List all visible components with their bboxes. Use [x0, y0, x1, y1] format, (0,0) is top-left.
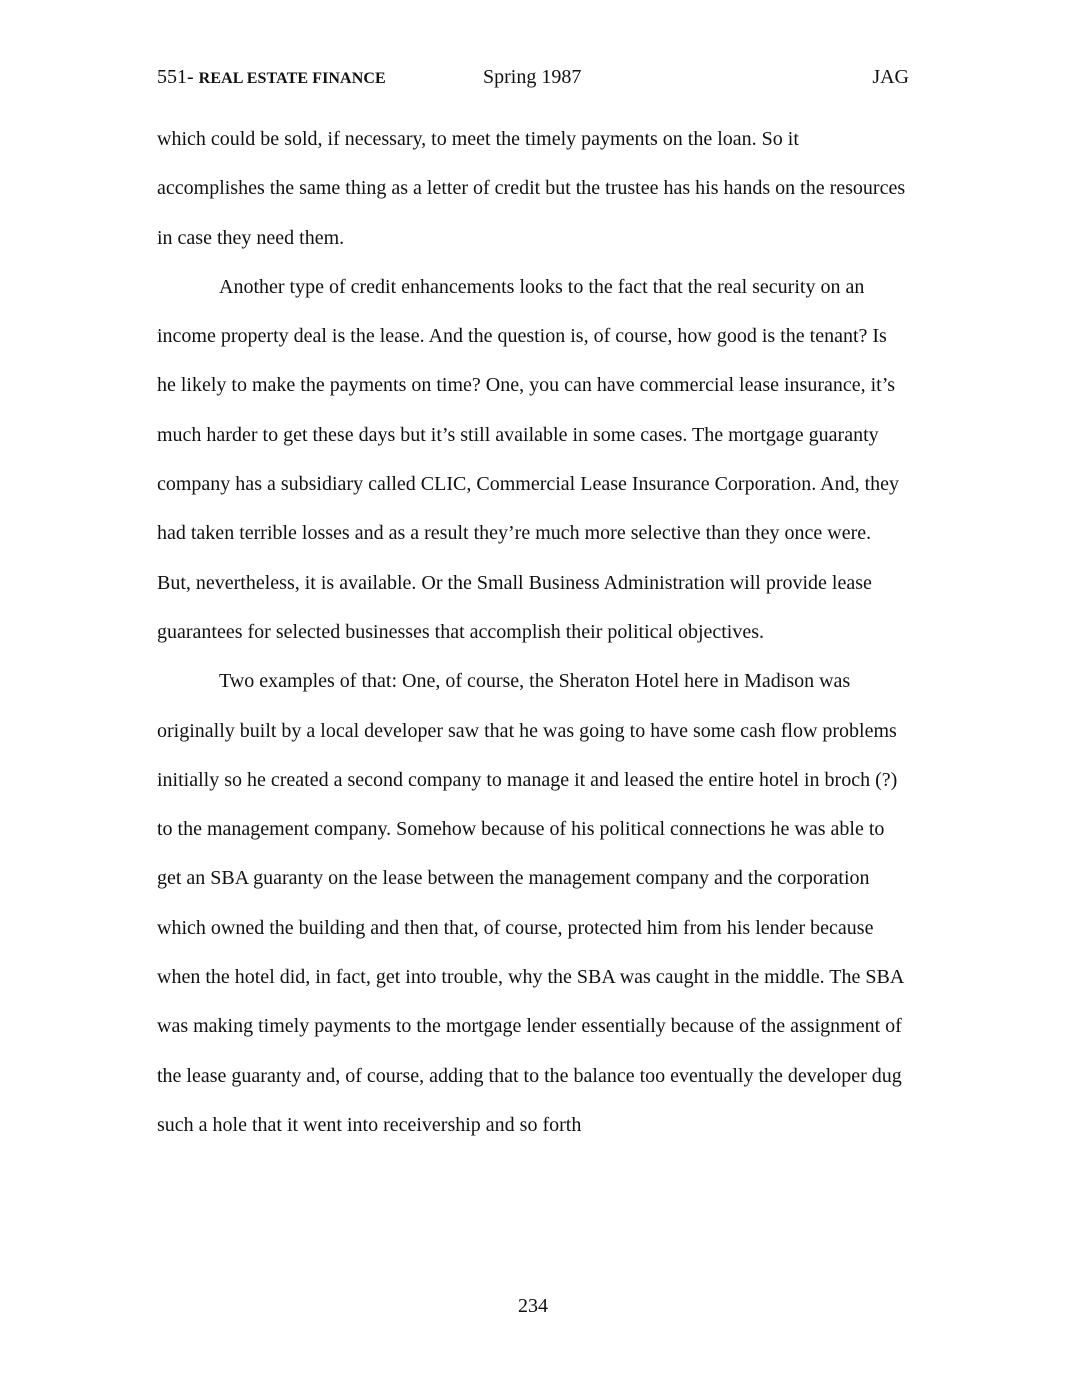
course-title: REAL ESTATE FINANCE — [198, 70, 386, 87]
page-header — [157, 64, 909, 90]
paragraph-credit-enhancements: Another type of credit enhancements looks to the fact that the real security on an income property deal is the lease. And the question is, of course, how good is the tenant? Is he likely to make the payments on time? One, you can have commercial lease insurance, it’s much harder to get these days but it’s still available in some cases. The mortgage guaranty company has a subsidiary called CLIC, Commercial Lease Insurance Corporation. And, they had taken terrible losses and as a result they’re much more selective than they once were. But, nevertheless, it is available. Or the Small Business Administration will provide lease guarantees for selected businesses that accomplish their political objectives. — [157, 275, 900, 643]
course-label — [157, 64, 386, 92]
course-number: 551- — [157, 66, 194, 88]
paragraph-sheraton-example: Two examples of that: One, of course, the Sheraton Hotel here in Madison was originally built by a local developer saw that he was going to have some cash flow problems initially so he created a second company to manage it and leased the entire hotel in broch (?) to the management company. Somehow because of his political connections he was able to get an SBA guaranty on the lease between the management company and the corporation which owned the building and then that, of course, protected him from his lender because when the hotel did, in fact, get into trouble, why the SBA was caught in the middle. The SBA was making timely payments to the mortgage lender essentially because of the assignment of the lease guaranty and, of course, adding that to the balance too eventually the developer dug such a hole that it went into receivership and so forth — [157, 670, 904, 1136]
term-label: Spring 1987 — [483, 66, 582, 88]
page-number: 234 — [518, 1295, 548, 1317]
author-initials: JAG — [872, 66, 909, 88]
paragraph-continuation: which could be sold, if necessary, to meet the timely payments on the loan. So it accomplishes the same thing as a letter of credit but the trustee has his hands on the resources in case they need them. — [157, 128, 906, 249]
transcript-body — [157, 115, 909, 1150]
